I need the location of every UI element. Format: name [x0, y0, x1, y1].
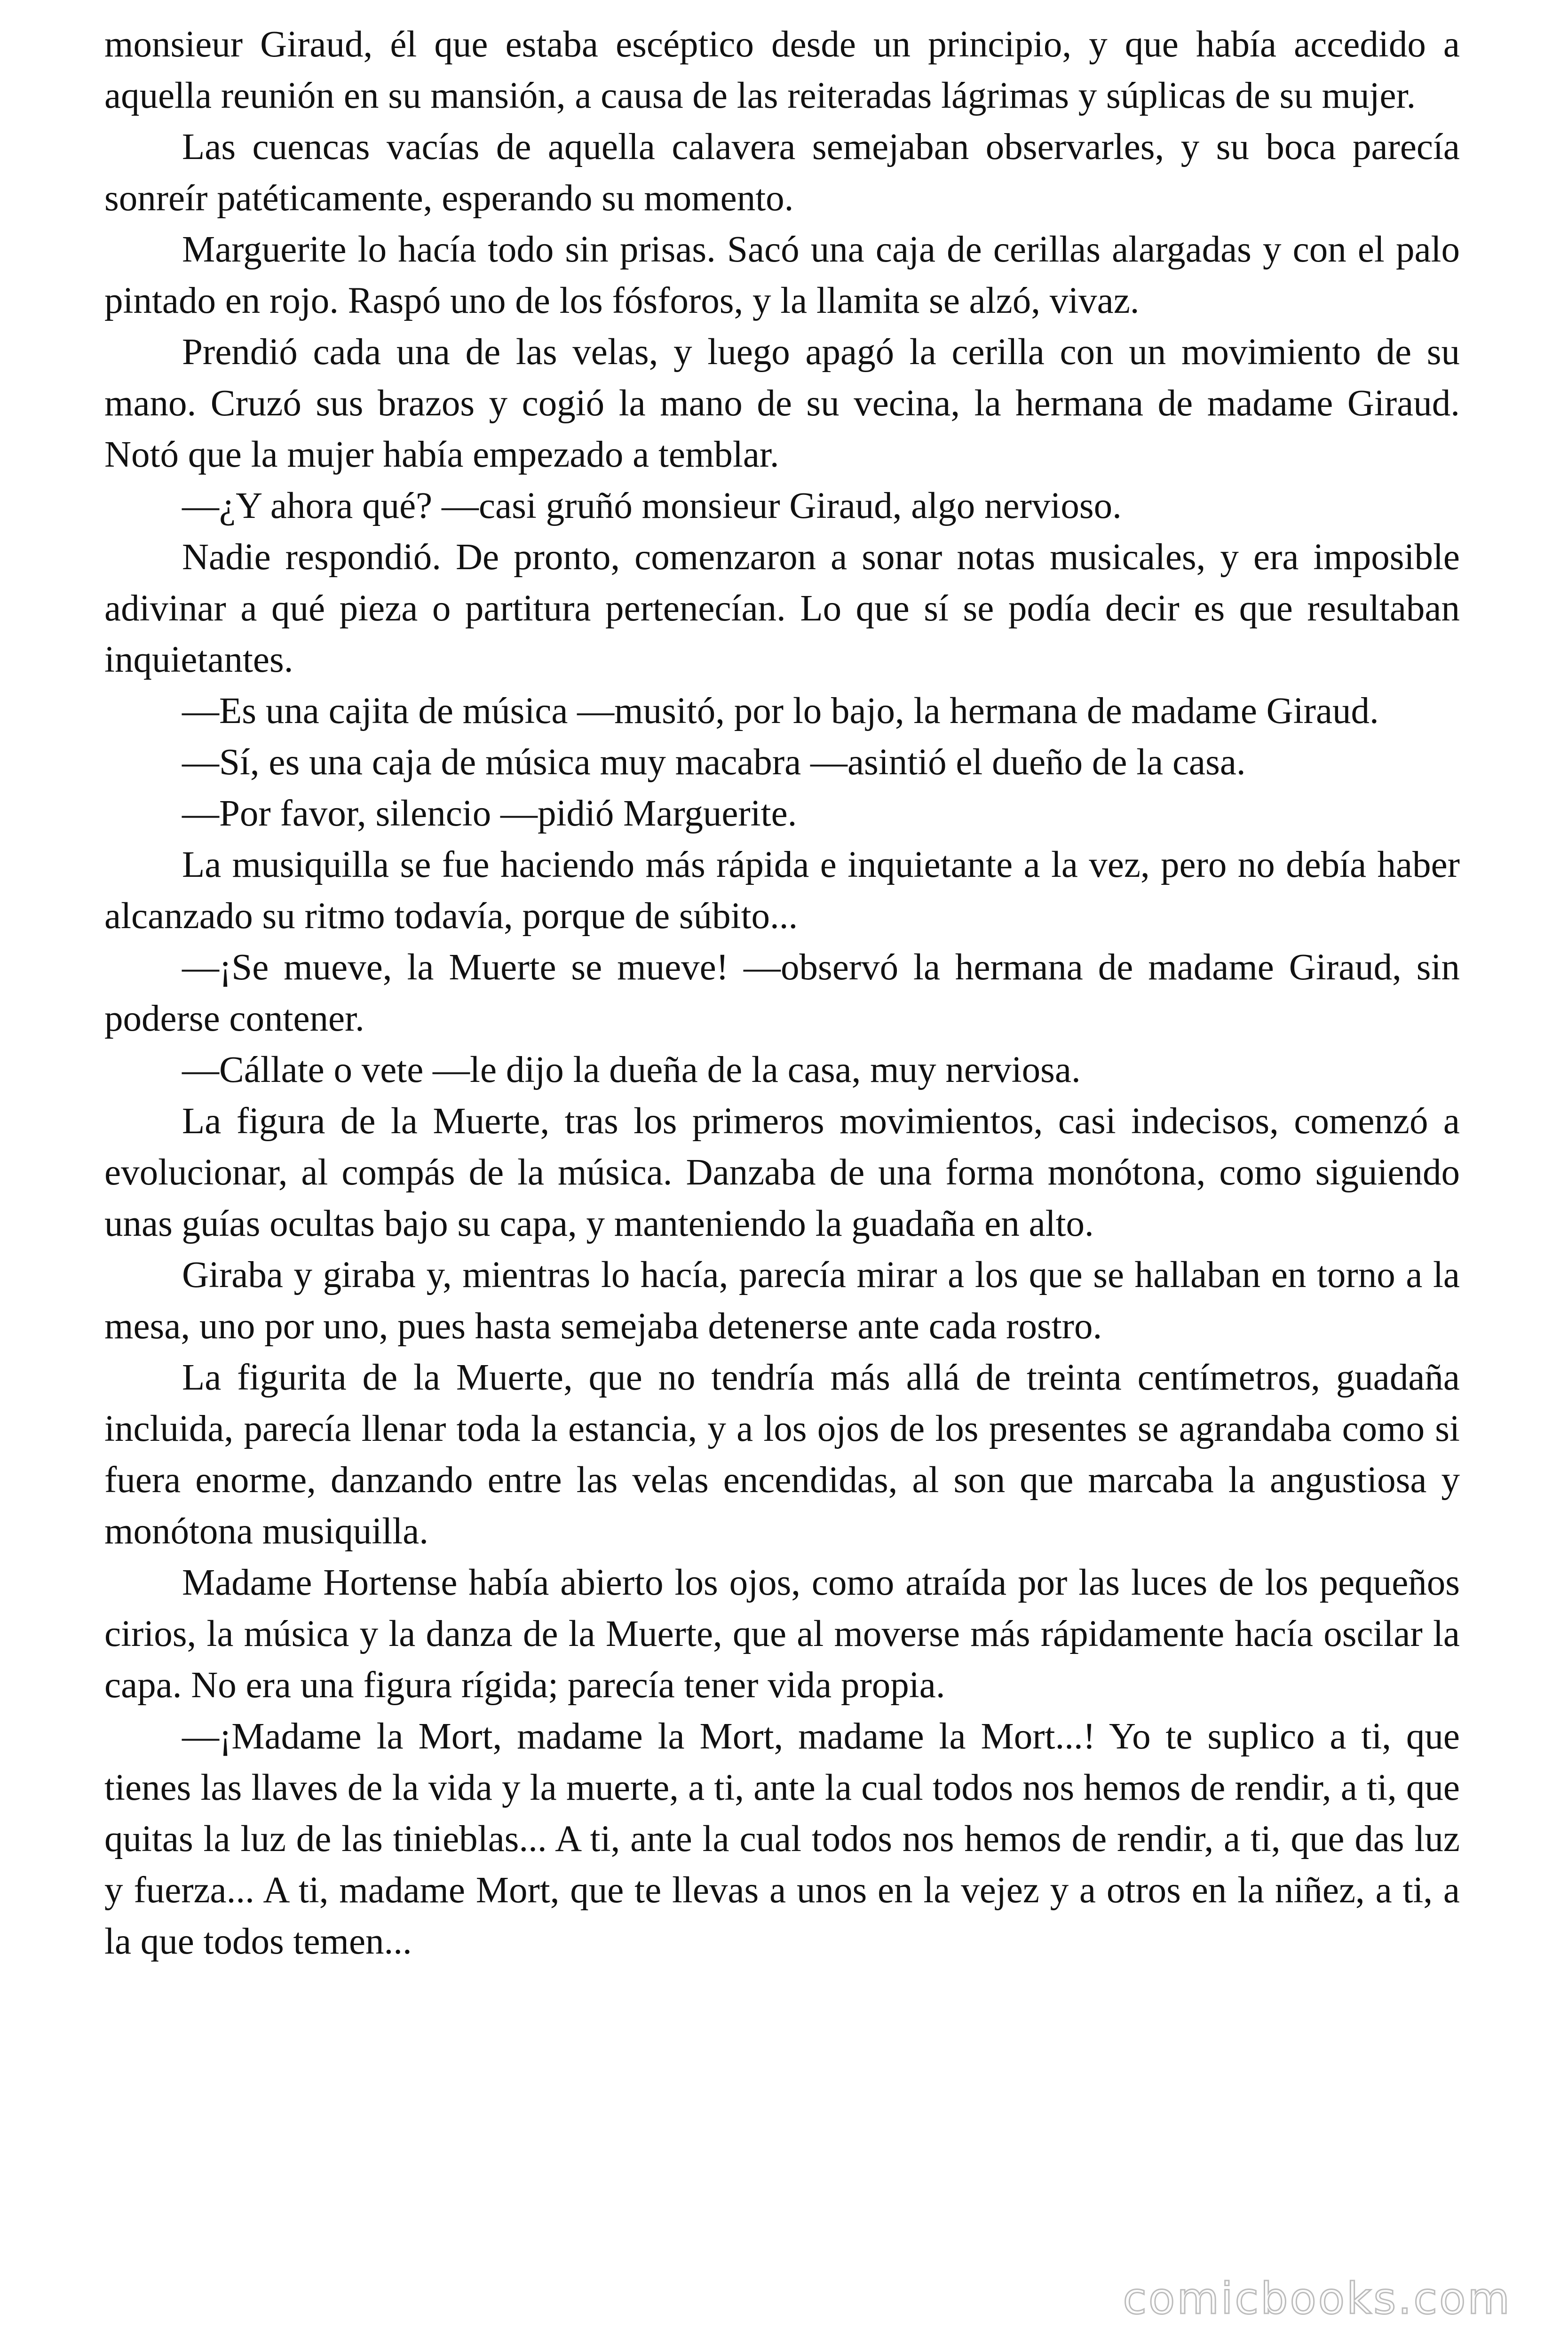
- paragraph-15: La figurita de la Muerte, que no tendría más allá de treinta centímetros, guadaña incluida, parecía llenar toda la estancia, y a los ojos de los presentes se agrandaba como si fuera enorme, danzando entre las velas encendidas, al son que marcaba la angustiosa y monótona musiquilla.: [104, 1357, 1460, 1552]
- paragraph-9: —Por favor, silencio —pidió Marguerite.: [182, 793, 797, 834]
- paragraph-3: Marguerite lo hacía todo sin prisas. Sacó una caja de cerillas alargadas y con el palo pintado en rojo. Raspó uno de los fósforos, y la llamita se alzó, vivaz.: [104, 229, 1460, 321]
- paragraph-2: Las cuencas vacías de aquella calavera semejaban observarles, y su boca parecía sonreír patéticamente, esperando su momento.: [104, 127, 1460, 219]
- paragraph-16: Madame Hortense había abierto los ojos, como atraída por las luces de los pequeños cirios, la música y la danza de la Muerte, que al moverse más rápidamente hacía oscilar la capa. No era una figura rígida; parecía tener vida propia.: [104, 1562, 1460, 1706]
- paragraph-17: —¡Madame la Mort, madame la Mort, madame la Mort...! Yo te suplico a ti, que tienes las llaves de la vida y la muerte, a ti, ante la cual todos nos hemos de rendir, a ti, que quitas la luz de las tinieblas... A ti, ante la cual todos nos hemos de rendir, a ti, que das luz y fuerza... A ti, madame Mort, que te llevas a unos en la vejez y a otros en la niñez, a ti, a la que todos temen...: [104, 1716, 1460, 1962]
- paragraph-5: —¿Y ahora qué? —casi gruñó monsieur Giraud, algo nervioso.: [182, 485, 1122, 526]
- paragraph-8: —Sí, es una caja de música muy macabra —asintió el dueño de la casa.: [182, 742, 1246, 783]
- paragraph-4: Prendió cada una de las velas, y luego apagó la cerilla con un movimiento de su mano. Cruzó sus brazos y cogió la mano de su vecina, la hermana de madame Giraud. Notó que la mujer había empezado a temblar.: [104, 332, 1460, 475]
- paragraph-7: —Es una cajita de música —musitó, por lo bajo, la hermana de madame Giraud.: [182, 691, 1379, 731]
- paragraph-10: La musiquilla se fue haciendo más rápida e inquietante a la vez, pero no debía haber alcanzado su ritmo todavía, porque de súbito...: [104, 844, 1460, 937]
- paragraph-6: Nadie respondió. De pronto, comenzaron a sonar notas musicales, y era imposible adivinar a qué pieza o partitura pertenecían. Lo que sí se podía decir es que resultaban inquietantes.: [104, 537, 1460, 680]
- paragraph-13: La figura de la Muerte, tras los primeros movimientos, casi indecisos, comenzó a evolucionar, al compás de la música. Danzaba de una forma monótona, como siguiendo unas guías ocultas bajo su capa, y manteniendo la guadaña en alto.: [104, 1101, 1460, 1244]
- paragraph-11: —¡Se mueve, la Muerte se mueve! —observó la hermana de madame Giraud, sin poderse contener.: [104, 947, 1460, 1039]
- paragraph-12: —Cállate o vete —le dijo la dueña de la casa, muy nerviosa.: [182, 1049, 1081, 1090]
- watermark: comicbooks.com: [1123, 2273, 1512, 2324]
- paragraph-1: monsieur Giraud, él que estaba escéptico desde un principio, y que había accedido a aquella reunión en su mansión, a causa de las reiteradas lágrimas y súplicas de su mujer.: [104, 24, 1460, 116]
- book-page: [104, 19, 1460, 2314]
- paragraph-14: Giraba y giraba y, mientras lo hacía, parecía mirar a los que se hallaban en torno a la mesa, uno por uno, pues hasta semejaba detenerse ante cada rostro.: [104, 1255, 1460, 1347]
